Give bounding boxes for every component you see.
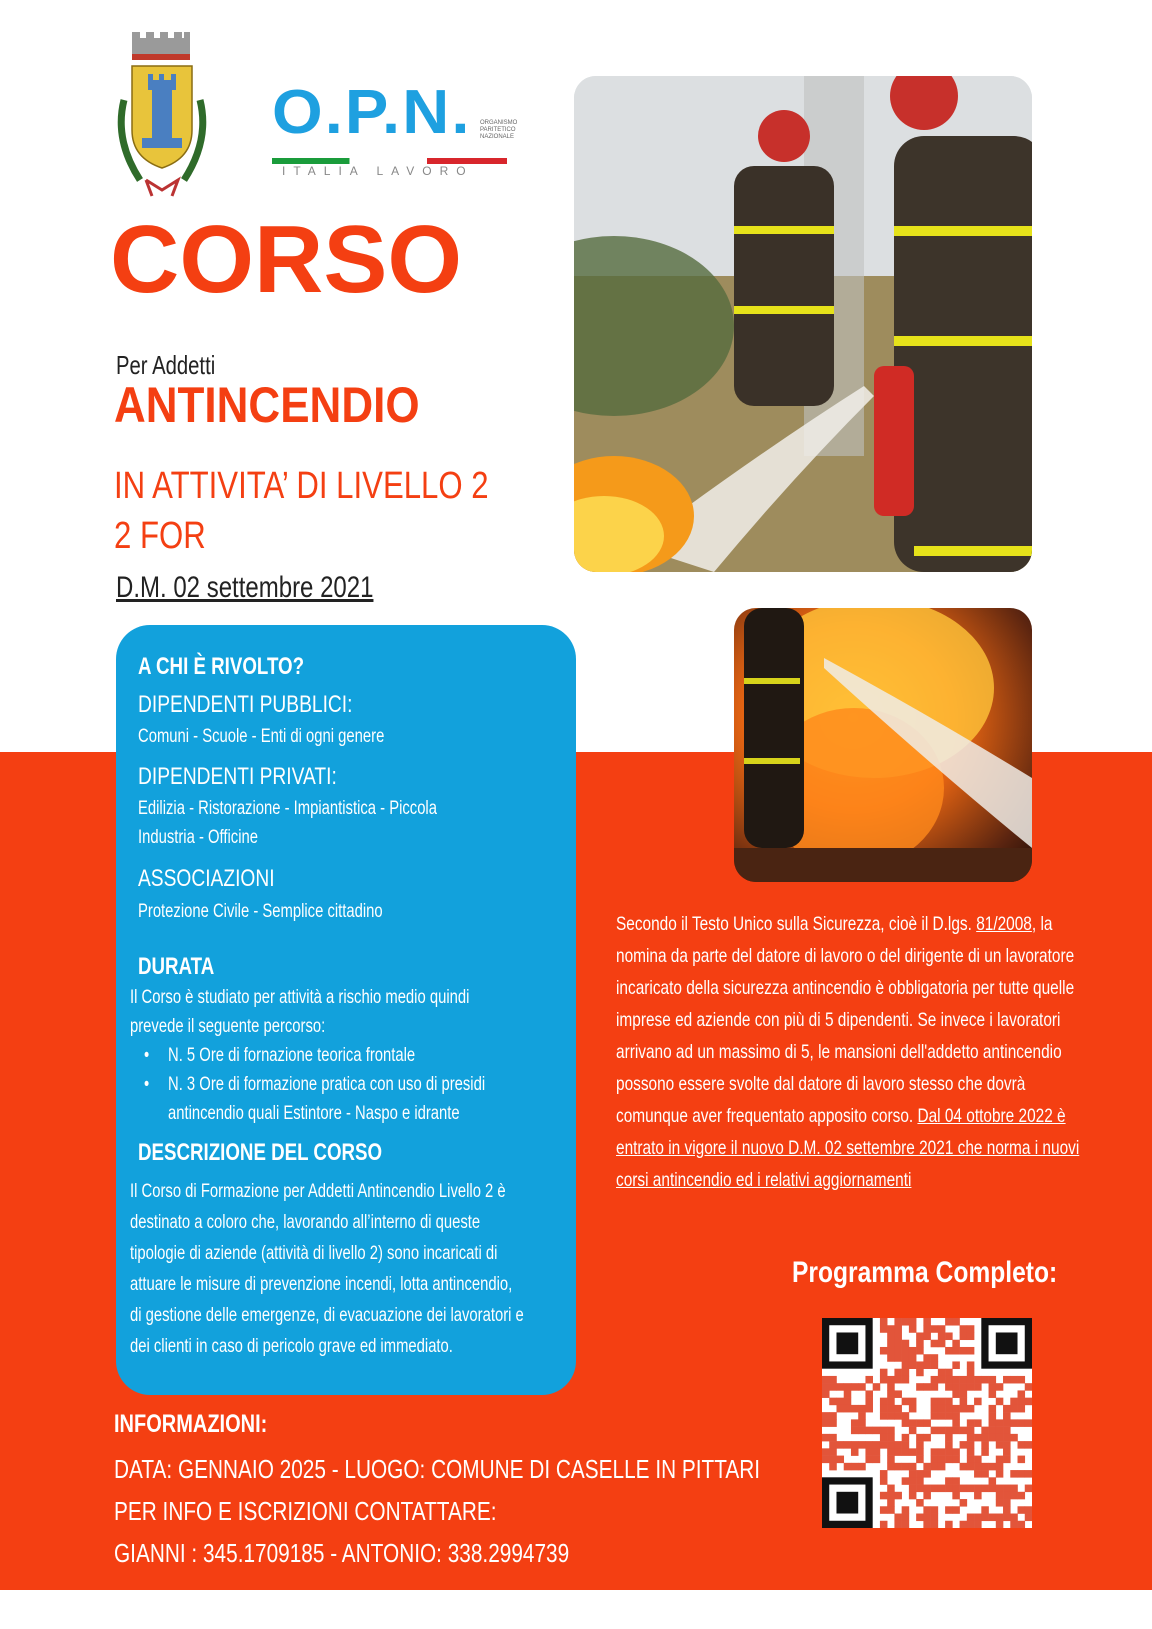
description-line-1: Il Corso di Formazione per Addetti Antincendio Livello 2 è bbox=[130, 1181, 506, 1202]
description-heading: DESCRIZIONE DEL CORSO bbox=[138, 1139, 383, 1166]
bullet-dot: • bbox=[144, 1045, 150, 1066]
associations-text: Protezione Civile - Semplice cittadino bbox=[138, 901, 383, 922]
duration-text-line-2: prevede il seguente percorso: bbox=[130, 1016, 326, 1037]
contact-prompt-line: PER INFO E ISCRIZIONI CONTATTARE: bbox=[114, 1496, 497, 1526]
duration-heading: DURATA bbox=[138, 953, 215, 980]
legal-text-part-2: , la nomina da parte del datore di lavoro o del dirigente di un lavoratore incaricato della sicurezza antincendio è obbligatoria per tutte quelle imprese ed aziende con più di 5 dipendenti. Se invece i lavoratori arrivano ad un massimo di 5, le mansioni dell'addetto antincendio possono essere svolte dal datore di lavoro stesso che dovrà comunque aver frequentato apposito corso. bbox=[616, 913, 1075, 1127]
for-subtitle: 2 FOR bbox=[114, 515, 206, 557]
livello-subtitle: IN ATTIVITA’ DI LIVELLO 2 bbox=[114, 465, 489, 507]
description-line-3: tipologie di aziende (attività di livello 2) sono incaricati di bbox=[130, 1243, 498, 1264]
qr-finder-pattern bbox=[996, 1332, 1018, 1354]
qr-finder-pattern bbox=[836, 1332, 858, 1354]
associations-heading: ASSOCIAZIONI bbox=[138, 865, 275, 892]
duration-bullet-1: N. 5 Ore di fornazione teorica frontale bbox=[168, 1045, 416, 1066]
duration-text-line-1: Il Corso è studiato per attività a rischio medio quindi bbox=[130, 987, 470, 1008]
municipal-crest-icon bbox=[110, 30, 222, 200]
opn-logo-tagline: ITALIA LAVORO bbox=[282, 164, 474, 178]
public-employees-text: Comuni - Scuole - Enti di ogni genere bbox=[138, 726, 385, 747]
new-decree-note[interactable]: Dal 04 ottobre 2022 è entrato in vigore il nuovo D.M. 02 settembre 2021 che norma i nuovi corsi antincendio ed i relativi aggiornamenti bbox=[616, 1105, 1080, 1191]
course-details-card bbox=[116, 625, 576, 1395]
antincendio-title: ANTINCENDIO bbox=[114, 377, 420, 433]
date-location-line: DATA: GENNAIO 2025 - LUOGO: COMUNE DI CASELLE IN PITTARI bbox=[114, 1454, 761, 1484]
decree-reference: D.M. 02 settembre 2021 bbox=[116, 571, 374, 604]
description-line-5: di gestione delle emergenze, di evacuazione dei lavoratori e bbox=[130, 1305, 524, 1326]
description-line-4: attuare le misure di prevenzione incendi, lotta antincendio, bbox=[130, 1274, 513, 1295]
bullet-dot: • bbox=[144, 1074, 150, 1095]
contact-phones-line: GIANNI : 345.1709185 - ANTONIO: 338.2994739 bbox=[114, 1538, 570, 1568]
info-heading: INFORMAZIONI: bbox=[114, 1410, 268, 1438]
target-audience-heading: A CHI È RIVOLTO? bbox=[138, 653, 305, 680]
full-program-label: Programma Completo: bbox=[792, 1256, 1058, 1289]
fire-hose-photo bbox=[734, 608, 1032, 882]
decree-link[interactable]: 81/2008 bbox=[976, 913, 1032, 935]
public-employees-heading: DIPENDENTI PUBBLICI: bbox=[138, 691, 353, 718]
private-employees-text-line-1: Edilizia - Ristorazione - Impiantistica - Piccola bbox=[138, 798, 437, 819]
description-line-2: destinato a coloro che, lavorando all’interno di queste bbox=[130, 1212, 481, 1233]
per-addetti-label: Per Addetti bbox=[116, 350, 216, 380]
qr-code[interactable] bbox=[822, 1318, 1032, 1528]
opn-logo bbox=[272, 78, 518, 180]
duration-bullet-2-line-1: N. 3 Ore di formazione pratica con uso di presidi bbox=[168, 1074, 486, 1095]
legal-text-part-1: Secondo il Testo Unico sulla Sicurezza, cioè il D.lgs. bbox=[616, 913, 977, 935]
qr-finder-pattern bbox=[836, 1492, 858, 1514]
private-employees-text-line-2: Industria - Officine bbox=[138, 827, 258, 848]
opn-logo-letters: O.P.N. bbox=[272, 78, 472, 147]
legal-paragraph bbox=[616, 908, 1098, 1196]
duration-bullet-2-line-2: antincendio quali Estintore - Naspo e idrante bbox=[168, 1103, 460, 1124]
private-employees-heading: DIPENDENTI PRIVATI: bbox=[138, 763, 337, 790]
opn-logo-subtitle: ORGANISMO PARITETICO NAZIONALE bbox=[480, 120, 518, 140]
firefighters-photo bbox=[574, 76, 1032, 572]
description-line-6: dei clienti in caso di pericolo grave ed immediato. bbox=[130, 1336, 453, 1357]
course-title: CORSO bbox=[110, 206, 463, 313]
